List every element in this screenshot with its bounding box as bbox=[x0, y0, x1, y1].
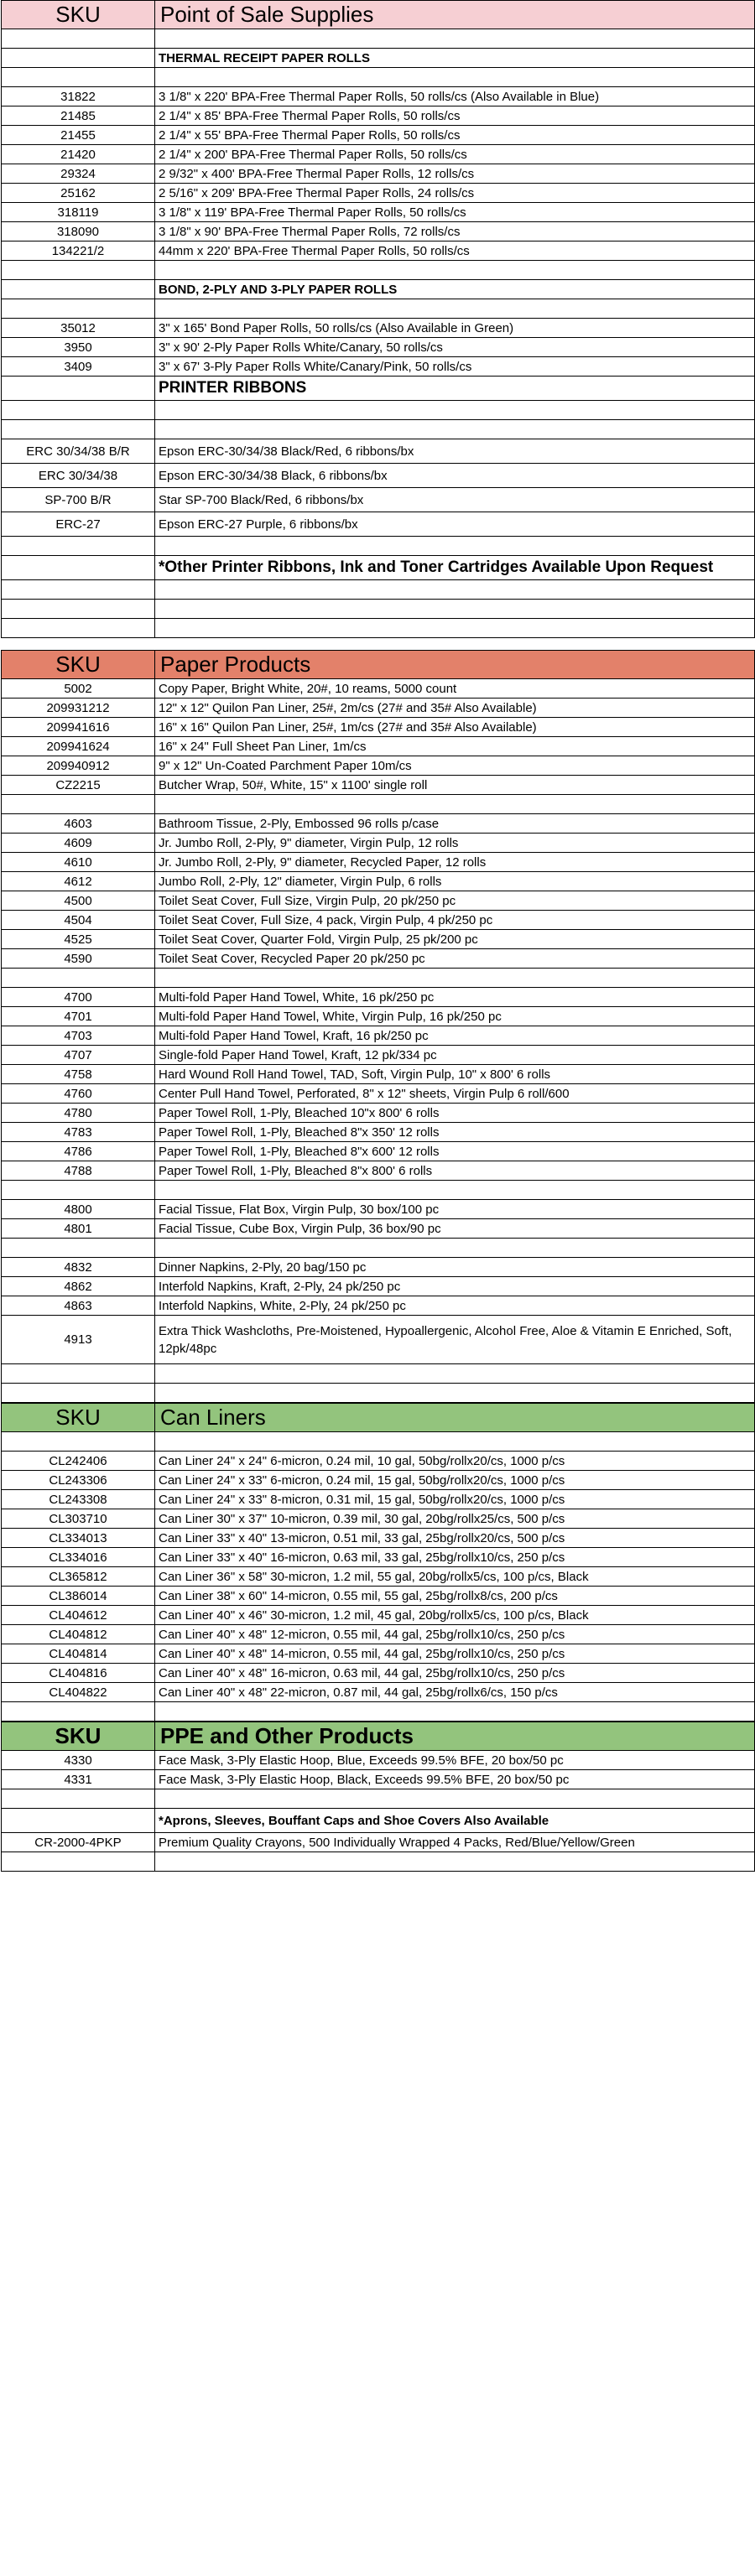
sku-cell: 25162 bbox=[2, 184, 155, 203]
description-cell: Can Liner 40" x 48" 12-micron, 0.55 mil, 44 gal, 25bg/rollx10/cs, 250 p/cs bbox=[155, 1625, 755, 1644]
sku-cell: 31822 bbox=[2, 87, 155, 106]
sku-cell bbox=[2, 1789, 155, 1809]
table-row bbox=[2, 872, 755, 891]
sku-cell: 4603 bbox=[2, 814, 155, 834]
sku-cell bbox=[2, 401, 155, 420]
table-row bbox=[2, 1529, 755, 1548]
sku-cell: 4707 bbox=[2, 1046, 155, 1065]
table-row bbox=[2, 1509, 755, 1529]
section-table bbox=[1, 1722, 755, 1872]
empty-row bbox=[2, 1702, 755, 1722]
sku-cell bbox=[2, 1852, 155, 1872]
table-row bbox=[2, 1490, 755, 1509]
sku-cell: 21455 bbox=[2, 126, 155, 145]
table-row bbox=[2, 1664, 755, 1683]
description-cell: *Aprons, Sleeves, Bouffant Caps and Shoe Covers Also Available bbox=[155, 1809, 755, 1833]
description-cell: Single-fold Paper Hand Towel, Kraft, 12 pk/334 pc bbox=[155, 1046, 755, 1065]
sku-cell bbox=[2, 1181, 155, 1200]
sku-cell: CL334016 bbox=[2, 1548, 155, 1567]
sku-cell: 209941616 bbox=[2, 718, 155, 737]
sku-cell: 4700 bbox=[2, 988, 155, 1007]
description-cell: 44mm x 220' BPA-Free Thermal Paper Rolls, 50 rolls/cs bbox=[155, 242, 755, 261]
empty-row bbox=[2, 1364, 755, 1384]
sku-cell: SP-700 B/R bbox=[2, 488, 155, 512]
table-row bbox=[2, 1606, 755, 1625]
sku-cell: CL303710 bbox=[2, 1509, 155, 1529]
table-row bbox=[2, 145, 755, 164]
sku-cell bbox=[2, 1364, 155, 1384]
table-row bbox=[2, 1770, 755, 1789]
description-cell bbox=[155, 1181, 755, 1200]
description-cell: Can Liner 30" x 37" 10-micron, 0.39 mil, 30 gal, 20bg/rollx25/cs, 500 p/cs bbox=[155, 1509, 755, 1529]
table-row bbox=[2, 1587, 755, 1606]
sku-cell: 4703 bbox=[2, 1026, 155, 1046]
sku-cell: 4500 bbox=[2, 891, 155, 911]
table-row bbox=[2, 1471, 755, 1490]
table-row bbox=[2, 1104, 755, 1123]
table-row bbox=[2, 1046, 755, 1065]
sku-cell: 29324 bbox=[2, 164, 155, 184]
description-cell bbox=[155, 68, 755, 87]
table-row bbox=[2, 87, 755, 106]
description-cell: Copy Paper, Bright White, 20#, 10 reams, 5000 count bbox=[155, 679, 755, 699]
sku-cell bbox=[2, 68, 155, 87]
table-row bbox=[2, 1219, 755, 1239]
section-title: Can Liners bbox=[155, 1404, 755, 1432]
empty-row bbox=[2, 795, 755, 814]
sku-cell: CL243308 bbox=[2, 1490, 155, 1509]
sku-cell bbox=[2, 600, 155, 619]
table-row bbox=[2, 222, 755, 242]
sku-column-header: SKU bbox=[2, 1, 155, 29]
table-row bbox=[2, 357, 755, 377]
sku-column-header: SKU bbox=[2, 651, 155, 679]
description-cell: Multi-fold Paper Hand Towel, Kraft, 16 pk/250 pc bbox=[155, 1026, 755, 1046]
table-row bbox=[2, 949, 755, 969]
description-cell: 3 1/8" x 220' BPA-Free Thermal Paper Rolls, 50 rolls/cs (Also Available in Blue) bbox=[155, 87, 755, 106]
description-cell: Jr. Jumbo Roll, 2-Ply, 9" diameter, Virgin Pulp, 12 rolls bbox=[155, 834, 755, 853]
sku-cell: 318090 bbox=[2, 222, 155, 242]
sku-cell bbox=[2, 261, 155, 280]
table-row bbox=[2, 988, 755, 1007]
sku-cell bbox=[2, 969, 155, 988]
description-cell bbox=[155, 1364, 755, 1384]
description-cell: Toilet Seat Cover, Full Size, Virgin Pulp, 20 pk/250 pc bbox=[155, 891, 755, 911]
description-cell: Center Pull Hand Towel, Perforated, 8" x 12" sheets, Virgin Pulp 6 roll/600 bbox=[155, 1084, 755, 1104]
table-row bbox=[2, 488, 755, 512]
description-cell bbox=[155, 1852, 755, 1872]
description-cell bbox=[155, 29, 755, 49]
empty-row bbox=[2, 1432, 755, 1452]
table-row bbox=[2, 126, 755, 145]
sku-cell: 318119 bbox=[2, 203, 155, 222]
sku-cell: 4832 bbox=[2, 1258, 155, 1277]
sku-cell: ERC-27 bbox=[2, 512, 155, 537]
table-row bbox=[2, 1683, 755, 1702]
sku-cell bbox=[2, 1702, 155, 1722]
description-cell: Facial Tissue, Flat Box, Virgin Pulp, 30 box/100 pc bbox=[155, 1200, 755, 1219]
sku-cell: ERC 30/34/38 bbox=[2, 464, 155, 488]
section-table bbox=[1, 0, 755, 638]
table-row bbox=[2, 439, 755, 464]
description-cell: Epson ERC-27 Purple, 6 ribbons/bx bbox=[155, 512, 755, 537]
description-cell: THERMAL RECEIPT PAPER ROLLS bbox=[155, 49, 755, 68]
sku-cell bbox=[2, 556, 155, 580]
description-cell: 3 1/8" x 90' BPA-Free Thermal Paper Rolls, 72 rolls/cs bbox=[155, 222, 755, 242]
table-row bbox=[2, 699, 755, 718]
table-row bbox=[2, 1007, 755, 1026]
section-title: Point of Sale Supplies bbox=[155, 1, 755, 29]
sku-cell: 35012 bbox=[2, 319, 155, 338]
empty-row bbox=[2, 401, 755, 420]
empty-row bbox=[2, 68, 755, 87]
sku-cell: 134221/2 bbox=[2, 242, 155, 261]
table-row bbox=[2, 1161, 755, 1181]
sku-cell: 4788 bbox=[2, 1161, 155, 1181]
description-cell: Can Liner 24" x 33" 6-micron, 0.24 mil, 15 gal, 50bg/rollx20/cs, 1000 p/cs bbox=[155, 1471, 755, 1490]
sku-cell bbox=[2, 795, 155, 814]
sku-cell: 209931212 bbox=[2, 699, 155, 718]
table-row bbox=[2, 338, 755, 357]
sku-cell: 21485 bbox=[2, 106, 155, 126]
description-cell: 2 5/16" x 209' BPA-Free Thermal Paper Rolls, 24 rolls/cs bbox=[155, 184, 755, 203]
sku-cell bbox=[2, 29, 155, 49]
description-cell: Can Liner 24" x 33" 8-micron, 0.31 mil, 15 gal, 50bg/rollx20/cs, 1000 p/cs bbox=[155, 1490, 755, 1509]
empty-row bbox=[2, 1384, 755, 1403]
description-cell bbox=[155, 600, 755, 619]
description-cell: Jumbo Roll, 2-Ply, 12" diameter, Virgin Pulp, 6 rolls bbox=[155, 872, 755, 891]
table-row bbox=[2, 1258, 755, 1277]
description-cell bbox=[155, 795, 755, 814]
sku-cell: CL365812 bbox=[2, 1567, 155, 1587]
sku-cell: CL404812 bbox=[2, 1625, 155, 1644]
empty-row bbox=[2, 969, 755, 988]
table-row bbox=[2, 1644, 755, 1664]
sku-cell: 4612 bbox=[2, 872, 155, 891]
description-cell bbox=[155, 619, 755, 638]
description-cell bbox=[155, 1239, 755, 1258]
table-row bbox=[2, 814, 755, 834]
description-cell bbox=[155, 969, 755, 988]
sku-cell: 4504 bbox=[2, 911, 155, 930]
table-row bbox=[2, 203, 755, 222]
table-row bbox=[2, 164, 755, 184]
empty-row bbox=[2, 29, 755, 49]
description-cell: 16" x 16" Quilon Pan Liner, 25#, 1m/cs (27# and 35# Also Available) bbox=[155, 718, 755, 737]
table-row bbox=[2, 718, 755, 737]
table-row bbox=[2, 1567, 755, 1587]
sku-cell bbox=[2, 580, 155, 600]
table-row bbox=[2, 242, 755, 261]
description-cell bbox=[155, 1384, 755, 1403]
description-cell: PRINTER RIBBONS bbox=[155, 377, 755, 401]
section-header bbox=[2, 1722, 755, 1751]
subheading-row bbox=[2, 1809, 755, 1833]
section-title: Paper Products bbox=[155, 651, 755, 679]
table-row bbox=[2, 1200, 755, 1219]
description-cell: 16" x 24" Full Sheet Pan Liner, 1m/cs bbox=[155, 737, 755, 756]
sku-cell: CZ2215 bbox=[2, 776, 155, 795]
description-cell: Paper Towel Roll, 1-Ply, Bleached 8"x 800' 6 rolls bbox=[155, 1161, 755, 1181]
subheading-row bbox=[2, 280, 755, 299]
sku-cell bbox=[2, 280, 155, 299]
empty-row bbox=[2, 1239, 755, 1258]
sku-cell: 3409 bbox=[2, 357, 155, 377]
description-cell: Premium Quality Crayons, 500 Individually Wrapped 4 Packs, Red/Blue/Yellow/Green bbox=[155, 1833, 755, 1852]
table-row bbox=[2, 1277, 755, 1296]
sku-cell bbox=[2, 1384, 155, 1403]
description-cell bbox=[155, 1432, 755, 1452]
table-row bbox=[2, 1065, 755, 1084]
table-row bbox=[2, 1751, 755, 1770]
table-row bbox=[2, 853, 755, 872]
description-cell: Can Liner 24" x 24" 6-micron, 0.24 mil, 10 gal, 50bg/rollx20/cs, 1000 p/cs bbox=[155, 1452, 755, 1471]
description-cell: Toilet Seat Cover, Recycled Paper 20 pk/250 pc bbox=[155, 949, 755, 969]
table-row bbox=[2, 184, 755, 203]
empty-row bbox=[2, 1852, 755, 1872]
sku-cell: 4610 bbox=[2, 853, 155, 872]
sku-cell: 4590 bbox=[2, 949, 155, 969]
sku-cell: 4780 bbox=[2, 1104, 155, 1123]
sku-cell: CL243306 bbox=[2, 1471, 155, 1490]
description-cell: Can Liner 33" x 40" 13-micron, 0.51 mil, 33 gal, 25bg/rollx20/cs, 500 p/cs bbox=[155, 1529, 755, 1548]
table-row bbox=[2, 930, 755, 949]
sku-cell: 209941624 bbox=[2, 737, 155, 756]
sku-cell: CL242406 bbox=[2, 1452, 155, 1471]
table-row bbox=[2, 911, 755, 930]
table-row bbox=[2, 776, 755, 795]
sku-cell: 4758 bbox=[2, 1065, 155, 1084]
sku-cell: CL404822 bbox=[2, 1683, 155, 1702]
description-cell: Epson ERC-30/34/38 Black/Red, 6 ribbons/bx bbox=[155, 439, 755, 464]
sku-cell: 209940912 bbox=[2, 756, 155, 776]
sku-cell bbox=[2, 377, 155, 401]
sku-cell: 4801 bbox=[2, 1219, 155, 1239]
sku-cell: 4760 bbox=[2, 1084, 155, 1104]
description-cell: 2 1/4" x 85' BPA-Free Thermal Paper Rolls, 50 rolls/cs bbox=[155, 106, 755, 126]
description-cell bbox=[155, 537, 755, 556]
description-cell: Paper Towel Roll, 1-Ply, Bleached 8"x 350' 12 rolls bbox=[155, 1123, 755, 1142]
description-cell bbox=[155, 261, 755, 280]
table-row bbox=[2, 756, 755, 776]
description-cell: Can Liner 40" x 48" 14-micron, 0.55 mil, 44 gal, 25bg/rollx10/cs, 250 p/cs bbox=[155, 1644, 755, 1664]
table-row bbox=[2, 1625, 755, 1644]
empty-row bbox=[2, 261, 755, 280]
sku-cell: 3950 bbox=[2, 338, 155, 357]
section-header bbox=[2, 1, 755, 29]
sku-cell: 4783 bbox=[2, 1123, 155, 1142]
section-title: PPE and Other Products bbox=[155, 1722, 755, 1751]
sku-cell: 4786 bbox=[2, 1142, 155, 1161]
description-cell: Paper Towel Roll, 1-Ply, Bleached 10"x 800' 6 rolls bbox=[155, 1104, 755, 1123]
sku-cell: 4863 bbox=[2, 1296, 155, 1316]
description-cell: Multi-fold Paper Hand Towel, White, 16 pk/250 pc bbox=[155, 988, 755, 1007]
description-cell: Can Liner 38" x 60" 14-micron, 0.55 mil, 55 gal, 25bg/rollx8/cs, 200 p/cs bbox=[155, 1587, 755, 1606]
description-cell bbox=[155, 1702, 755, 1722]
empty-row bbox=[2, 299, 755, 319]
subheading-row bbox=[2, 556, 755, 580]
description-cell: Extra Thick Washcloths, Pre-Moistened, Hypoallergenic, Alcohol Free, Aloe & Vitamin E Enriched, Soft, 12pk/48pc bbox=[155, 1316, 755, 1364]
description-cell: Toilet Seat Cover, Quarter Fold, Virgin Pulp, 25 pk/200 pc bbox=[155, 930, 755, 949]
description-cell: Face Mask, 3-Ply Elastic Hoop, Blue, Exceeds 99.5% BFE, 20 box/50 pc bbox=[155, 1751, 755, 1770]
description-cell: Bathroom Tissue, 2-Ply, Embossed 96 rolls p/case bbox=[155, 814, 755, 834]
table-row bbox=[2, 1833, 755, 1852]
empty-row bbox=[2, 580, 755, 600]
description-cell: Can Liner 40" x 46" 30-micron, 1.2 mil, 45 gal, 20bg/rollx5/cs, 100 p/cs, Black bbox=[155, 1606, 755, 1625]
description-cell: 3" x 90' 2-Ply Paper Rolls White/Canary, 50 rolls/cs bbox=[155, 338, 755, 357]
empty-row bbox=[2, 537, 755, 556]
sku-cell: ERC 30/34/38 B/R bbox=[2, 439, 155, 464]
description-cell bbox=[155, 420, 755, 439]
table-row bbox=[2, 834, 755, 853]
table-row bbox=[2, 106, 755, 126]
sku-cell: 4701 bbox=[2, 1007, 155, 1026]
description-cell: Can Liner 40" x 48" 16-micron, 0.63 mil, 44 gal, 25bg/rollx10/cs, 250 p/cs bbox=[155, 1664, 755, 1683]
description-cell bbox=[155, 401, 755, 420]
description-cell: 12" x 12" Quilon Pan Liner, 25#, 2m/cs (27# and 35# Also Available) bbox=[155, 699, 755, 718]
description-cell: *Other Printer Ribbons, Ink and Toner Cartridges Available Upon Request bbox=[155, 556, 755, 580]
description-cell: Can Liner 40" x 48" 22-micron, 0.87 mil, 44 gal, 25bg/rollx6/cs, 150 p/cs bbox=[155, 1683, 755, 1702]
description-cell: 2 9/32" x 400' BPA-Free Thermal Paper Rolls, 12 rolls/cs bbox=[155, 164, 755, 184]
description-cell: Epson ERC-30/34/38 Black, 6 ribbons/bx bbox=[155, 464, 755, 488]
subheading-row bbox=[2, 49, 755, 68]
description-cell: Interfold Napkins, White, 2-Ply, 24 pk/250 pc bbox=[155, 1296, 755, 1316]
description-cell: Facial Tissue, Cube Box, Virgin Pulp, 36 box/90 pc bbox=[155, 1219, 755, 1239]
table-row bbox=[2, 1296, 755, 1316]
sku-cell: 4330 bbox=[2, 1751, 155, 1770]
section-header bbox=[2, 1404, 755, 1432]
description-cell: Dinner Napkins, 2-Ply, 20 bag/150 pc bbox=[155, 1258, 755, 1277]
table-row bbox=[2, 512, 755, 537]
description-cell bbox=[155, 299, 755, 319]
description-cell: Multi-fold Paper Hand Towel, White, Virgin Pulp, 16 pk/250 pc bbox=[155, 1007, 755, 1026]
sku-cell: 4525 bbox=[2, 930, 155, 949]
empty-row bbox=[2, 619, 755, 638]
table-row bbox=[2, 679, 755, 699]
empty-row bbox=[2, 420, 755, 439]
table-row bbox=[2, 464, 755, 488]
table-row bbox=[2, 1026, 755, 1046]
table-row bbox=[2, 1548, 755, 1567]
description-cell bbox=[155, 580, 755, 600]
sku-cell: 4609 bbox=[2, 834, 155, 853]
empty-row bbox=[2, 1181, 755, 1200]
section-header bbox=[2, 651, 755, 679]
table-row bbox=[2, 891, 755, 911]
description-cell: 3" x 67' 3-Ply Paper Rolls White/Canary/Pink, 50 rolls/cs bbox=[155, 357, 755, 377]
description-cell: Interfold Napkins, Kraft, 2-Ply, 24 pk/250 pc bbox=[155, 1277, 755, 1296]
sku-column-header: SKU bbox=[2, 1722, 155, 1751]
sku-cell: 21420 bbox=[2, 145, 155, 164]
table-row bbox=[2, 319, 755, 338]
description-cell: 2 1/4" x 55' BPA-Free Thermal Paper Rolls, 50 rolls/cs bbox=[155, 126, 755, 145]
section-table bbox=[1, 1403, 755, 1722]
sku-cell: CR-2000-4PKP bbox=[2, 1833, 155, 1852]
description-cell: 2 1/4" x 200' BPA-Free Thermal Paper Rolls, 50 rolls/cs bbox=[155, 145, 755, 164]
sku-cell: 4913 bbox=[2, 1316, 155, 1364]
description-cell: Jr. Jumbo Roll, 2-Ply, 9" diameter, Recycled Paper, 12 rolls bbox=[155, 853, 755, 872]
sku-cell: CL404814 bbox=[2, 1644, 155, 1664]
description-cell: Can Liner 33" x 40" 16-micron, 0.63 mil, 33 gal, 25bg/rollx10/cs, 250 p/cs bbox=[155, 1548, 755, 1567]
table-row bbox=[2, 1084, 755, 1104]
sku-cell: 4862 bbox=[2, 1277, 155, 1296]
description-cell: BOND, 2-PLY AND 3-PLY PAPER ROLLS bbox=[155, 280, 755, 299]
table-row bbox=[2, 737, 755, 756]
sku-cell: 5002 bbox=[2, 679, 155, 699]
sku-cell bbox=[2, 619, 155, 638]
description-cell: 3 1/8" x 119' BPA-Free Thermal Paper Rolls, 50 rolls/cs bbox=[155, 203, 755, 222]
table-row bbox=[2, 1452, 755, 1471]
sku-cell bbox=[2, 1432, 155, 1452]
sku-cell: CL386014 bbox=[2, 1587, 155, 1606]
description-cell: Star SP-700 Black/Red, 6 ribbons/bx bbox=[155, 488, 755, 512]
description-cell: Hard Wound Roll Hand Towel, TAD, Soft, Virgin Pulp, 10" x 800' 6 rolls bbox=[155, 1065, 755, 1084]
sku-cell bbox=[2, 1809, 155, 1833]
table-row bbox=[2, 1123, 755, 1142]
section-table bbox=[1, 650, 755, 1403]
subheading-row bbox=[2, 377, 755, 401]
sku-cell bbox=[2, 1239, 155, 1258]
description-cell: Face Mask, 3-Ply Elastic Hoop, Black, Exceeds 99.5% BFE, 20 box/50 pc bbox=[155, 1770, 755, 1789]
empty-row bbox=[2, 1789, 755, 1809]
sku-cell: CL404816 bbox=[2, 1664, 155, 1683]
table-row bbox=[2, 1316, 755, 1364]
description-cell: 3" x 165' Bond Paper Rolls, 50 rolls/cs (Also Available in Green) bbox=[155, 319, 755, 338]
description-cell: Paper Towel Roll, 1-Ply, Bleached 8"x 600' 12 rolls bbox=[155, 1142, 755, 1161]
sku-cell bbox=[2, 420, 155, 439]
empty-row bbox=[2, 600, 755, 619]
sku-cell bbox=[2, 299, 155, 319]
sku-cell bbox=[2, 537, 155, 556]
sku-cell: 4800 bbox=[2, 1200, 155, 1219]
sku-cell bbox=[2, 49, 155, 68]
description-cell: Can Liner 36" x 58" 30-micron, 1.2 mil, 55 gal, 20bg/rollx5/cs, 100 p/cs, Black bbox=[155, 1567, 755, 1587]
description-cell: Toilet Seat Cover, Full Size, 4 pack, Virgin Pulp, 4 pk/250 pc bbox=[155, 911, 755, 930]
sku-cell: CL334013 bbox=[2, 1529, 155, 1548]
description-cell: 9" x 12" Un-Coated Parchment Paper 10m/cs bbox=[155, 756, 755, 776]
description-cell: Butcher Wrap, 50#, White, 15" x 1100' single roll bbox=[155, 776, 755, 795]
sku-cell: 4331 bbox=[2, 1770, 155, 1789]
table-row bbox=[2, 1142, 755, 1161]
sku-column-header: SKU bbox=[2, 1404, 155, 1432]
description-cell bbox=[155, 1789, 755, 1809]
sku-cell: CL404612 bbox=[2, 1606, 155, 1625]
